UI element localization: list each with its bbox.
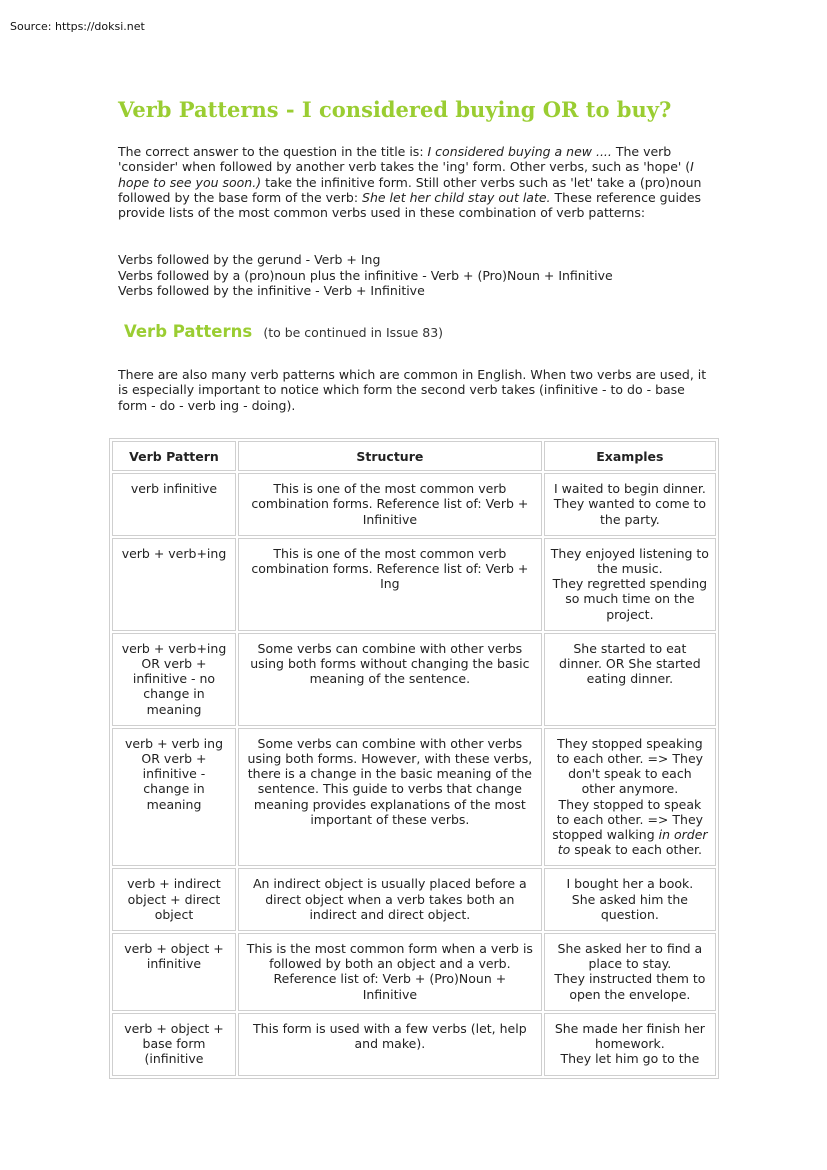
structure-cell: This is the most common form when a verb is followed by both an object and a verb. Reference list of: Verb + (Pro)Noun + Infinitive	[238, 933, 542, 1011]
example-line: She started to eat dinner. OR She started eating dinner.	[559, 640, 701, 687]
example-line: I bought her a book.	[566, 876, 694, 892]
table-row	[112, 933, 716, 1011]
examples-cell	[544, 1013, 716, 1076]
pattern-cell: verb + verb ing OR verb + infinitive - change in meaning	[112, 728, 236, 867]
example-line: I waited to begin dinner.	[553, 481, 706, 497]
pattern-cell: verb + object + base form (infinitive	[112, 1013, 236, 1076]
verb-patterns-table	[109, 438, 719, 1079]
structure-cell: An indirect object is usually placed before a direct object when a verb takes both an indirect and direct object.	[238, 868, 542, 931]
example-line: They stopped to speak to each other. => They stopped walking in order to speak to each other.	[552, 796, 708, 858]
header-examples: Examples	[544, 441, 716, 471]
structure-cell: This form is used with a few verbs (let, help and make).	[238, 1013, 542, 1076]
example-line: They let him go to the	[560, 1051, 700, 1067]
table-row	[112, 538, 716, 631]
examples-cell	[544, 473, 716, 536]
examples-cell	[544, 728, 716, 867]
structure-cell: This is one of the most common verb combination forms. Reference list of: Verb + Ing	[238, 538, 542, 631]
pattern-cell: verb + verb+ing	[112, 538, 236, 631]
table-row	[112, 728, 716, 867]
guide-gerund: Verbs followed by the gerund - Verb + Ing	[118, 252, 381, 267]
examples-cell	[544, 538, 716, 631]
table-row	[112, 473, 716, 536]
header-verb-pattern: Verb Pattern	[112, 441, 236, 471]
examples-cell	[544, 633, 716, 726]
example-line: They regretted spending so much time on the project.	[552, 576, 708, 622]
guide-infinitive: Verbs followed by the infinitive - Verb + Infinitive	[118, 283, 425, 298]
pattern-cell: verb + object + infinitive	[112, 933, 236, 1011]
example-line: She made her finish her homework.	[554, 1020, 705, 1052]
structure-cell: Some verbs can combine with other verbs using both forms without changing the basic meaning of the sentence.	[238, 633, 542, 726]
table-header-row	[112, 441, 716, 471]
example-line: They enjoyed listening to the music.	[550, 545, 709, 577]
structure-cell: Some verbs can combine with other verbs using both forms. However, with these verbs, there is a change in the basic meaning of the sentence. This guide to verbs that change meaning provides explanations of the most important of these verbs.	[238, 728, 542, 867]
example-line: They stopped speaking to each other. => They don't speak to each other anymore.	[556, 735, 704, 797]
section-heading	[124, 322, 443, 341]
table-row	[112, 633, 716, 726]
example-line: She asked him the question.	[571, 891, 688, 922]
example-line: They wanted to come to the party.	[553, 496, 707, 527]
intro-paragraph: The correct answer to the question in the title is: I considered buying a new .... The verb 'consider' when followed by another verb takes the 'ing' form. Other verbs, such as 'hope' (I hope to see you soon.) take the infinitive form. Still other verbs such as 'let' take a (pro)noun followed by the base form of the verb: She let her child stay out late. These reference guides provide lists of the most common verbs used in these combination of verb patterns:	[118, 144, 702, 221]
table-row	[112, 868, 716, 931]
examples-cell	[544, 868, 716, 931]
pattern-cell: verb + indirect object + direct object	[112, 868, 236, 931]
section-intro: There are also many verb patterns which are common in English. When two verbs are used, it is especially important to notice which form the second verb takes (infinitive - to do - base form - do - verb ing - doing).	[118, 367, 707, 413]
header-structure: Structure	[238, 441, 542, 471]
section-title: Verb Patterns	[124, 322, 253, 341]
pattern-cell: verb + verb+ing OR verb + infinitive - no change in meaning	[112, 633, 236, 726]
guide-pronoun-infinitive: Verbs followed by a (pro)noun plus the infinitive - Verb + (Pro)Noun + Infinitive	[118, 267, 613, 283]
examples-cell	[544, 933, 716, 1011]
page-title: Verb Patterns - I considered buying OR to buy?	[118, 97, 672, 122]
source-label: Source: https://doksi.net	[10, 20, 145, 33]
table-row	[112, 1013, 716, 1076]
example-line: They instructed them to open the envelope.	[554, 971, 706, 1002]
example-line: She asked her to find a place to stay.	[557, 941, 703, 972]
pattern-cell: verb infinitive	[112, 473, 236, 536]
reference-guide-list	[118, 252, 613, 299]
section-note: (to be continued in Issue 83)	[263, 325, 444, 340]
structure-cell: This is one of the most common verb combination forms. Reference list of: Verb + Infinitive	[238, 473, 542, 536]
